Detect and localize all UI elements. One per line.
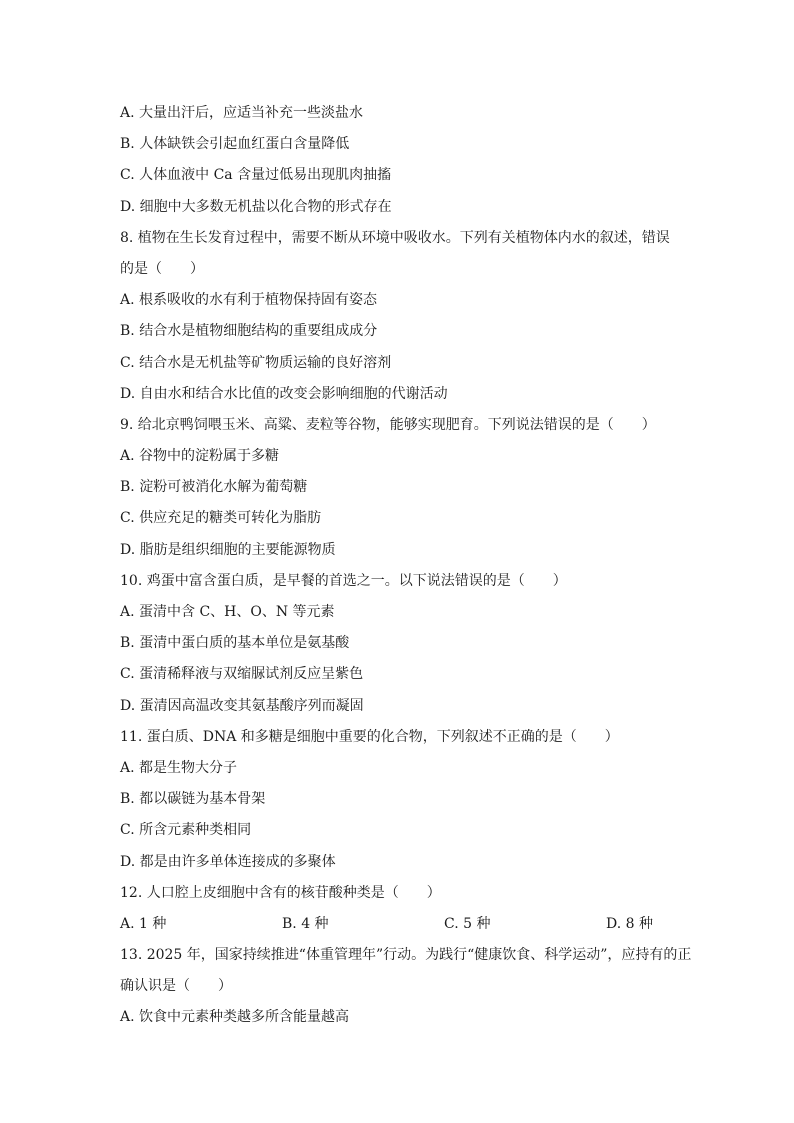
option-b: B. 4 种: [282, 915, 329, 932]
option-d: D. 都是由许多单体连接成的多聚体: [120, 853, 336, 870]
option-d: D. 自由水和结合水比值的改变会影响细胞的代谢活动: [120, 385, 448, 402]
option-d: D. 细胞中大多数无机盐以化合物的形式存在: [120, 198, 392, 215]
option-d: D. 8 种: [606, 915, 653, 932]
option-b: B. 人体缺铁会引起血红蛋白含量降低: [120, 136, 350, 153]
option-b: B. 淀粉可被消化水解为葡萄糖: [120, 479, 308, 496]
option-a: A. 根系吸收的水有利于植物保持固有姿态: [120, 292, 378, 309]
options-row: [120, 909, 680, 940]
option-c: C. 5 种: [444, 915, 491, 932]
question-stem: 10. 鸡蛋中富含蛋白质，是早餐的首选之一。以下说法错误的是（ ）: [120, 572, 567, 589]
option-d: D. 脂肪是组织细胞的主要能源物质: [120, 541, 336, 558]
question-stem: 8. 植物在生长发育过程中，需要不断从环境中吸收水。下列有关植物体内水的叙述，错误: [120, 229, 670, 246]
option-c: C. 人体血液中 Ca 含量过低易出现肌肉抽搐: [120, 167, 392, 184]
question-stem: 9. 给北京鸭饲喂玉米、高粱、麦粒等谷物，能够实现肥育。下列说法错误的是（ ）: [120, 416, 656, 433]
option-a: A. 都是生物大分子: [120, 759, 238, 776]
question-12: [120, 878, 680, 940]
question-10: [120, 566, 680, 722]
option-b: B. 蛋清中蛋白质的基本单位是氨基酸: [120, 635, 350, 652]
option-a: A. 谷物中的淀粉属于多糖: [120, 448, 280, 465]
option-b: B. 结合水是植物细胞结构的重要组成成分: [120, 323, 378, 340]
option-c: C. 蛋清稀释液与双缩脲试剂反应呈紫色: [120, 666, 364, 683]
option-c: C. 供应充足的糖类可转化为脂肪: [120, 510, 322, 527]
option-c: C. 结合水是无机盐等矿物质运输的良好溶剂: [120, 354, 392, 371]
question-stem-continued: 的是（ ）: [120, 260, 204, 277]
question-13: [120, 940, 692, 1034]
question-8: [120, 223, 680, 410]
option-a: A. 蛋清中含 C、H、O、N 等元素: [120, 604, 335, 620]
page-content: [120, 98, 692, 1034]
option-b: B. 都以碳链为基本骨架: [120, 791, 266, 808]
option-a: A. 1 种: [120, 915, 167, 932]
option-a: A. 大量出汗后，应适当补充一些淡盐水: [120, 105, 364, 121]
option-d: D. 蛋清因高温改变其氨基酸序列而凝固: [120, 697, 364, 714]
question-stem: 11. 蛋白质、DNA 和多糖是细胞中重要的化合物，下列叙述不正确的是（ ）: [120, 728, 619, 745]
question-stem: 13. 2025 年，国家持续推进“体重管理年”行动。为践行“健康饮食、科学运动”，应持有的正: [120, 947, 692, 964]
question-11: [120, 722, 680, 878]
question-9: [120, 410, 680, 566]
question-stem-continued: 确认识是（ ）: [120, 978, 232, 995]
option-c: C. 所含元素种类相同: [120, 822, 252, 839]
question-7: [120, 98, 680, 223]
option-a: A. 饮食中元素种类越多所含能量越高: [120, 1009, 350, 1026]
question-stem: 12. 人口腔上皮细胞中含有的核苷酸种类是（ ）: [120, 884, 441, 901]
